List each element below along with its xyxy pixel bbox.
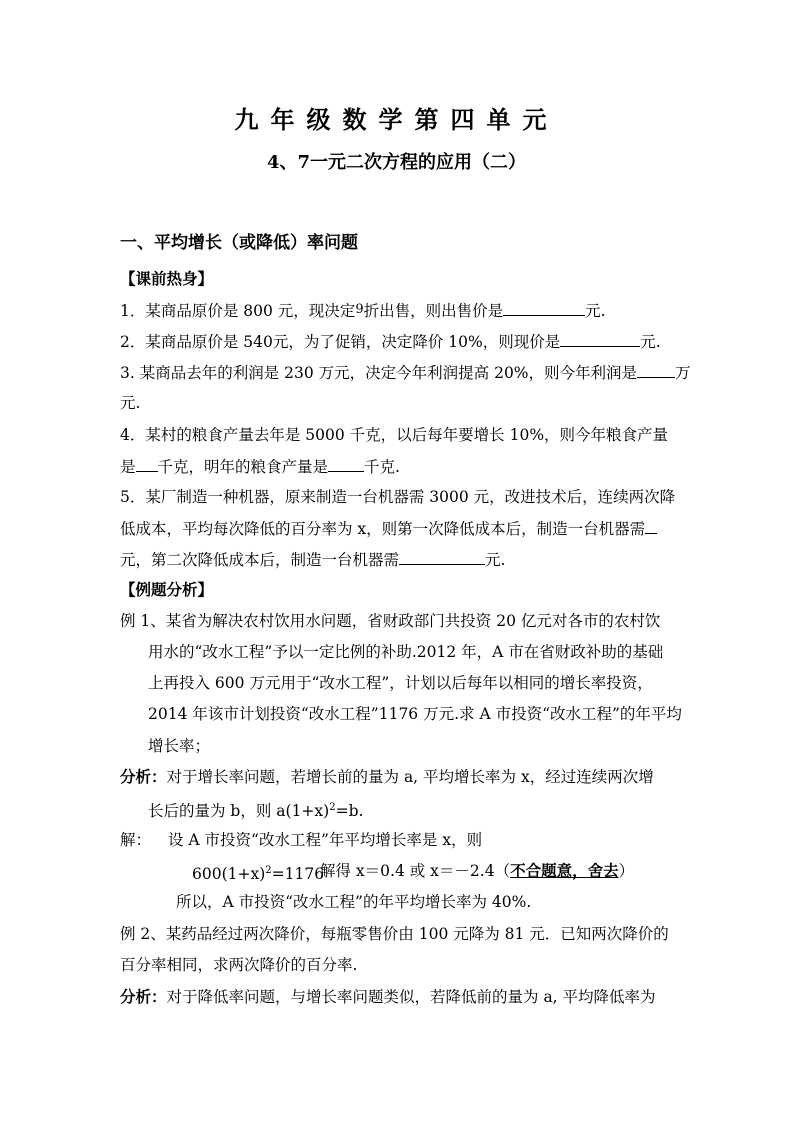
answer-blank[interactable] [637, 362, 675, 378]
solution-answer: 解得 x＝0.4 或 x＝－2.4（不合题意，舍去） [320, 861, 635, 880]
analysis-1-cont: 长后的量为 b，则 $a(1+x)^2=b$. [148, 802, 364, 821]
section-heading: 一、平均增长（或降低）率问题 [120, 233, 358, 253]
answer-blank[interactable] [136, 456, 158, 472]
example-1-line: 增长率； [148, 737, 211, 755]
question-5: 5．某厂制造一种机器，原来制造一台机器需 3000 元，改进技术后，连续两次降 [120, 488, 676, 506]
page-subtitle: 4、7一元二次方程的应用（二） [266, 152, 527, 173]
analysis-2: 分析：对于降低率问题，与增长率问题类似，若降低前的量为 a, 平均降低率为 [120, 987, 656, 1006]
question-1: 1．某商品原价是 800 元，现决定9折出售，则出售价是 元. [120, 302, 606, 320]
answer-blank[interactable] [645, 518, 657, 534]
example-1-line: 例 1、某省为解决农村饮用水问题，省财政部门共投资 20 亿元对各市的农村饮 [120, 612, 661, 630]
answer-blank[interactable] [503, 300, 585, 316]
solution-conclusion: 所以，A 市投资“改水工程”的年平均增长率为 40%. [176, 893, 532, 911]
question-5-cont2: 元，第二次降低成本后，制造一台机器需 元. [120, 551, 506, 569]
example-2-line: 百分率相同，求两次降价的百分率. [120, 956, 358, 974]
page-title: 九年级数学第四单元 [234, 105, 559, 134]
analysis-1: 分析：对于增长率问题，若增长前的量为 a, 平均增长率为 x，经过连续两次增 [120, 767, 654, 786]
example-1-line: 2014 年该市计划投资“改水工程”1176 万元.求 A 市投资“改水工程”的年平均 [148, 705, 682, 723]
answer-blank[interactable] [328, 456, 364, 472]
solution-label: 解： [120, 831, 152, 849]
example-2-line: 例 2、某药品经过两次降价，每瓶零售价由 100 元降为 81 元．已知两次降价的 [120, 925, 669, 943]
example-label: 【例题分析】 [120, 580, 214, 599]
solution-equation: $600(1+x)^2=1176$ [192, 865, 325, 884]
example-1-line: 用水的“改水工程”予以一定比例的补助.2012 年，A 市在省财政补助的基础 [148, 643, 664, 661]
question-3: 3. 某商品去年的利润是 230 万元，决定今年利润提高 20%，则今年利润是 万 [120, 364, 691, 382]
example-1-line: 上再投入 600 万元用于“改水工程”，计划以后每年以相同的增长率投资， [148, 674, 653, 692]
question-3-cont: 元. [120, 394, 141, 412]
question-4: 4．某村的粮食产量去年是 5000 千克，以后每年要增长 10%，则今年粮食产量 [120, 426, 669, 444]
question-5-cont: 低成本，平均每次降低的百分率为 x，则第一次降低成本后，制造一台机器需 [120, 518, 657, 539]
answer-blank[interactable] [560, 331, 640, 347]
warmup-label: 【课前热身】 [120, 269, 214, 288]
solution-line: 设 A 市投资“改水工程”年平均增长率是 x，则 [168, 831, 483, 849]
question-4-cont: 是 千克，明年的粮食产量是 千克. [120, 458, 400, 476]
question-2: 2．某商品原价是 540元，为了促销，决定降价 10%，则现价是 元. [120, 333, 661, 351]
answer-blank[interactable] [399, 549, 485, 565]
